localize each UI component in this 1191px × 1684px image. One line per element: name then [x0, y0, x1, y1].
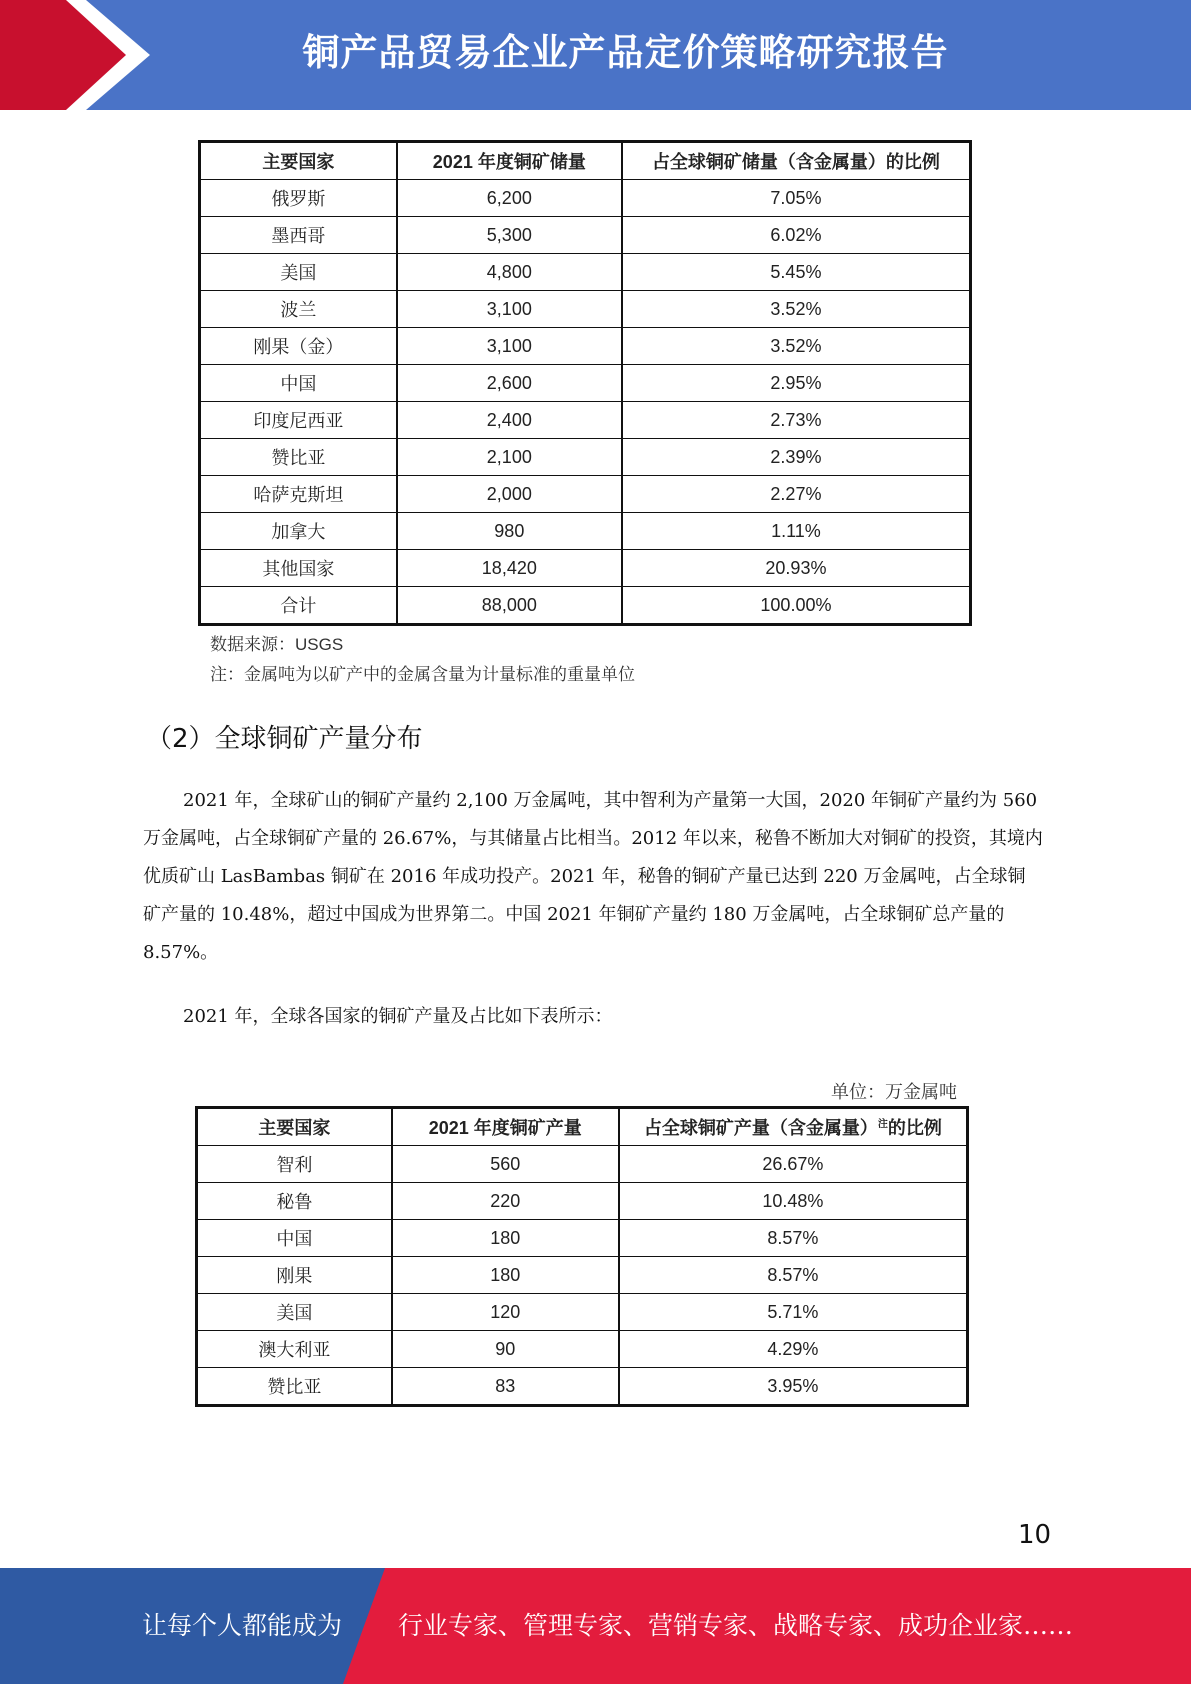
country-cell: 澳大利亚	[197, 1331, 392, 1368]
table-row	[200, 328, 971, 365]
table-row	[200, 217, 971, 254]
value-cell: 4,800	[397, 254, 622, 291]
table-row	[200, 550, 971, 587]
body-paragraph: 2021 年，全球矿山的铜矿产量约 2,100 万金属吨，其中智利为产量第一大国，2020 年铜矿产量约为 560 万金属吨，占全球铜矿产量的 26.67%，与其储量占比相当。2012 年以来，秘鲁不断加大对铜矿的投资，其境内优质矿山 LasBambas 铜矿在 2016 年成功投产。2021 年，秘鲁的铜矿产量已达到 220 万金属吨，占全球铜矿产量的 10.48%，超过中国成为世界第二。中国 2021 年铜矿产量约 180 万金属吨，占全球铜矿总产量的 8.57%。	[143, 790, 1043, 963]
value-cell: 980	[397, 513, 622, 550]
share-cell: 20.93%	[622, 550, 971, 587]
share-cell: 100.00%	[622, 587, 971, 625]
footnote-marker: 注	[877, 1119, 888, 1130]
table-row	[197, 1183, 968, 1220]
country-cell: 哈萨克斯坦	[200, 476, 397, 513]
country-cell: 赞比亚	[200, 439, 397, 476]
table-row	[200, 513, 971, 550]
value-cell: 2,100	[397, 439, 622, 476]
share-cell: 26.67%	[619, 1146, 968, 1183]
share-cell: 2.73%	[622, 402, 971, 439]
country-cell: 中国	[197, 1220, 392, 1257]
share-cell: 6.02%	[622, 217, 971, 254]
value-cell: 5,300	[397, 217, 622, 254]
country-cell: 合计	[200, 587, 397, 625]
table-row	[200, 180, 971, 217]
value-cell: 180	[392, 1220, 619, 1257]
production-table	[195, 1106, 969, 1407]
country-cell: 波兰	[200, 291, 397, 328]
section-heading: （2）全球铜矿产量分布	[146, 724, 423, 754]
value-cell: 3,100	[397, 291, 622, 328]
page-footer	[0, 1568, 1191, 1684]
country-cell: 印度尼西亚	[200, 402, 397, 439]
value-cell: 220	[392, 1183, 619, 1220]
table-row	[197, 1257, 968, 1294]
country-cell: 美国	[200, 254, 397, 291]
column-header: 主要国家	[197, 1108, 392, 1146]
country-cell: 俄罗斯	[200, 180, 397, 217]
table-header-row	[197, 1108, 968, 1146]
table-row	[197, 1294, 968, 1331]
header-title: 铜产品贸易企业产品定价策略研究报告	[302, 31, 949, 74]
share-cell: 5.45%	[622, 254, 971, 291]
country-cell: 智利	[197, 1146, 392, 1183]
table-row	[197, 1220, 968, 1257]
country-cell: 中国	[200, 365, 397, 402]
country-cell: 其他国家	[200, 550, 397, 587]
footer-slogan-left: 让每个人都能成为	[142, 1611, 343, 1640]
value-cell: 2,600	[397, 365, 622, 402]
page-number: 10	[1018, 1520, 1052, 1550]
value-cell: 3,100	[397, 328, 622, 365]
value-cell: 120	[392, 1294, 619, 1331]
table-row	[200, 476, 971, 513]
share-cell: 3.52%	[622, 291, 971, 328]
share-cell: 2.39%	[622, 439, 971, 476]
table-row	[200, 365, 971, 402]
reserves-table	[198, 140, 972, 626]
share-cell: 4.29%	[619, 1331, 968, 1368]
table-row	[197, 1146, 968, 1183]
column-header: 占全球铜矿储量（含金属量）的比例	[622, 142, 971, 180]
value-cell: 180	[392, 1257, 619, 1294]
value-cell: 90	[392, 1331, 619, 1368]
share-cell: 3.95%	[619, 1368, 968, 1406]
value-cell: 560	[392, 1146, 619, 1183]
value-cell: 88,000	[397, 587, 622, 625]
body-paragraph-intro: 2021 年，全球各国家的铜矿产量及占比如下表所示：	[183, 1006, 613, 1027]
value-cell: 2,400	[397, 402, 622, 439]
column-header: 2021 年度铜矿储量	[397, 142, 622, 180]
share-cell: 2.27%	[622, 476, 971, 513]
table-row	[197, 1368, 968, 1406]
table-row	[200, 291, 971, 328]
share-cell: 8.57%	[619, 1220, 968, 1257]
column-header-text: 占全球铜矿产量（含金属量）	[643, 1118, 878, 1138]
table-row	[200, 439, 971, 476]
unit-footnote: 注：金属吨为以矿产中的金属含量为计量标准的重量单位	[210, 665, 635, 684]
share-cell: 7.05%	[622, 180, 971, 217]
table-header-row	[200, 142, 971, 180]
footer-slogan-right: 行业专家、管理专家、营销专家、战略专家、成功企业家……	[398, 1611, 1074, 1640]
data-source-note: 数据来源：USGS	[210, 635, 344, 654]
table-total-row	[200, 587, 971, 625]
share-cell: 10.48%	[619, 1183, 968, 1220]
table-row	[200, 254, 971, 291]
country-cell: 美国	[197, 1294, 392, 1331]
country-cell: 刚果（金）	[200, 328, 397, 365]
share-cell: 2.95%	[622, 365, 971, 402]
share-cell: 8.57%	[619, 1257, 968, 1294]
share-cell: 3.52%	[622, 328, 971, 365]
country-cell: 加拿大	[200, 513, 397, 550]
page-header	[0, 0, 1191, 110]
table-row	[200, 402, 971, 439]
share-cell: 5.71%	[619, 1294, 968, 1331]
column-header-text-suffix: 的比例	[887, 1118, 942, 1138]
unit-label: 单位：万金属吨	[831, 1082, 957, 1103]
country-cell: 墨西哥	[200, 217, 397, 254]
value-cell: 83	[392, 1368, 619, 1406]
column-header	[619, 1108, 968, 1146]
country-cell: 赞比亚	[197, 1368, 392, 1406]
table-row	[197, 1331, 968, 1368]
share-cell: 1.11%	[622, 513, 971, 550]
country-cell: 刚果	[197, 1257, 392, 1294]
country-cell: 秘鲁	[197, 1183, 392, 1220]
value-cell: 6,200	[397, 180, 622, 217]
column-header: 主要国家	[200, 142, 397, 180]
column-header: 2021 年度铜矿产量	[392, 1108, 619, 1146]
value-cell: 18,420	[397, 550, 622, 587]
value-cell: 2,000	[397, 476, 622, 513]
